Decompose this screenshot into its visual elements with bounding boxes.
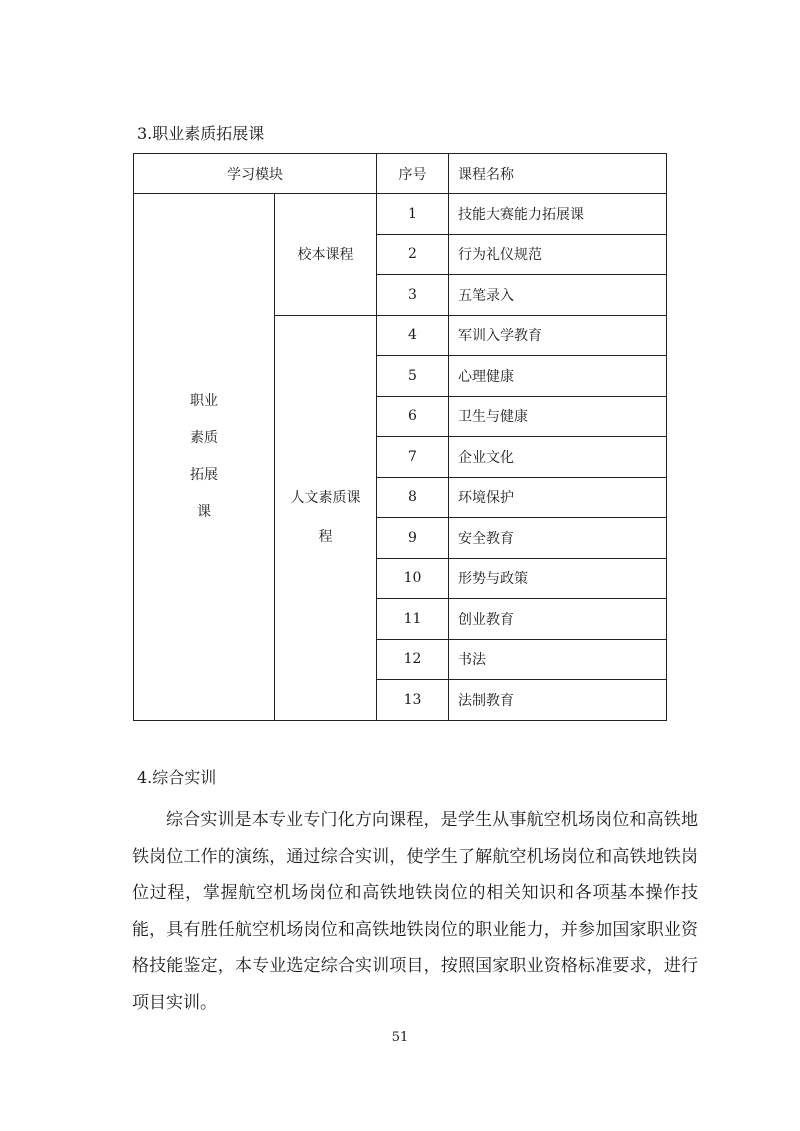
module-label-line: 职业	[190, 392, 218, 409]
row-course-name: 军训入学教育	[449, 315, 667, 356]
row-course-name: 卫生与健康	[449, 396, 667, 437]
row-number: 12	[377, 639, 449, 680]
row-number: 4	[377, 315, 449, 356]
row-course-name: 行为礼仪规范	[449, 234, 667, 275]
row-number: 13	[377, 680, 449, 721]
module-label-line: 拓展	[190, 466, 218, 483]
page-number: 51	[391, 1030, 409, 1045]
row-number: 9	[377, 518, 449, 559]
group-label: 人文素质课	[290, 489, 361, 506]
row-number: 1	[377, 194, 449, 235]
group-cell-humanities	[275, 315, 377, 720]
group-label: 程	[318, 528, 333, 545]
body-paragraph-container	[132, 802, 698, 1021]
row-course-name: 技能大赛能力拓展课	[449, 194, 667, 235]
row-course-name: 企业文化	[449, 437, 667, 478]
module-label-line: 素质	[190, 429, 218, 446]
row-course-name: 安全教育	[449, 518, 667, 559]
course-table	[133, 153, 667, 721]
sub-heading: 4.综合实训	[137, 768, 217, 787]
row-number: 5	[377, 356, 449, 397]
row-number: 11	[377, 599, 449, 640]
row-number: 8	[377, 477, 449, 518]
row-course-name: 书法	[449, 639, 667, 680]
module-cell	[134, 194, 275, 721]
row-course-name: 创业教育	[449, 599, 667, 640]
row-course-name: 五笔录入	[449, 275, 667, 316]
header-module: 学习模块	[134, 154, 377, 194]
module-label-line: 课	[197, 503, 211, 520]
group-cell-school	[275, 194, 377, 316]
section-heading: 3.职业素质拓展课	[137, 124, 265, 143]
header-number: 序号	[377, 154, 449, 194]
row-course-name: 法制教育	[449, 680, 667, 721]
row-number: 10	[377, 558, 449, 599]
body-paragraph: 综合实训是本专业专门化方向课程，是学生从事航空机场岗位和高铁地铁岗位工作的演练，通过综合实训，使学生了解航空机场岗位和高铁地铁岗位过程，掌握航空机场岗位和高铁地铁岗位的相关知识和各项基本操作技能，具有胜任航空机场岗位和高铁地铁岗位的职业能力，并参加国家职业资格技能鉴定，本专业选定综合实训项目，按照国家职业资格标准要求，进行项目实训。	[132, 810, 698, 1013]
row-number: 2	[377, 234, 449, 275]
row-number: 7	[377, 437, 449, 478]
group-label: 校本课程	[297, 247, 354, 264]
table-row	[134, 194, 667, 235]
row-course-name: 形势与政策	[449, 558, 667, 599]
row-course-name: 环境保护	[449, 477, 667, 518]
header-course-name: 课程名称	[449, 154, 667, 194]
row-number: 3	[377, 275, 449, 316]
row-course-name: 心理健康	[449, 356, 667, 397]
row-number: 6	[377, 396, 449, 437]
table-header-row	[134, 154, 667, 194]
